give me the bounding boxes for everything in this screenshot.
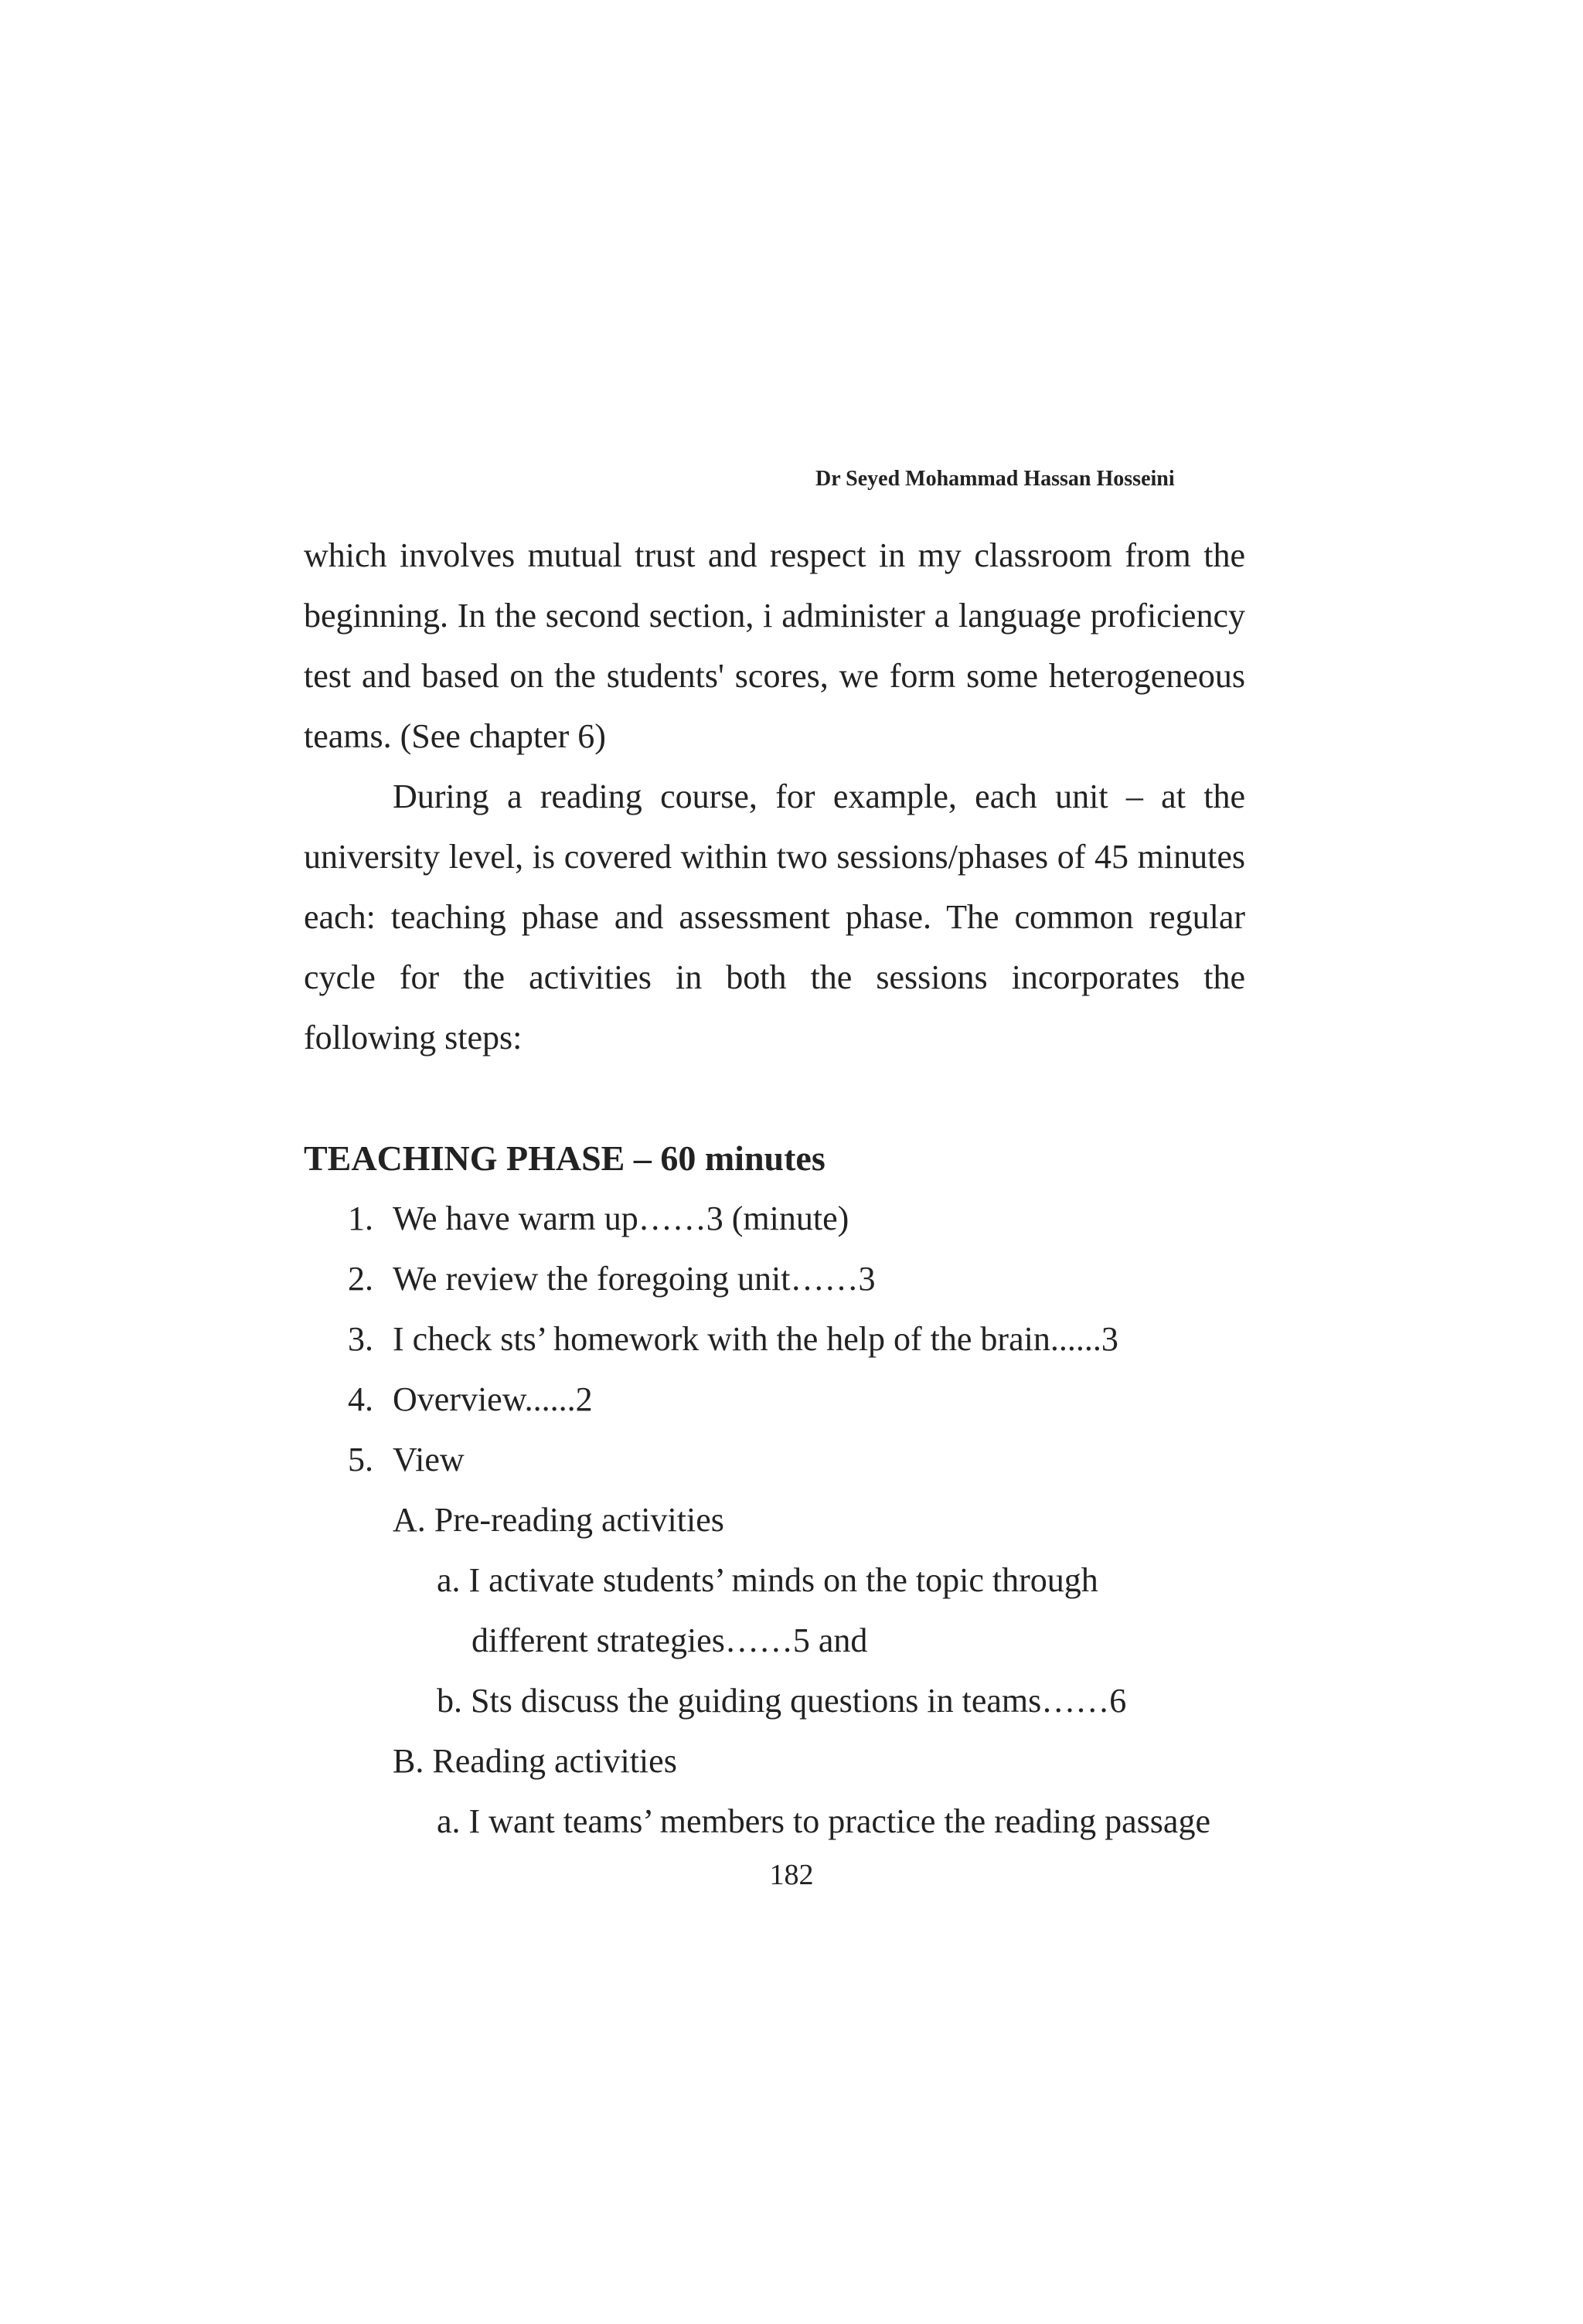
sub-item-reading: B. Reading activities [393, 1742, 677, 1780]
list-item [304, 1550, 1245, 1671]
sub-item-pre-reading: A. Pre-reading activities [393, 1501, 724, 1539]
list-item-text: View [393, 1441, 465, 1478]
list-item-text: We have warm up……3 (minute) [393, 1199, 849, 1237]
list-item-text: a. I activate students’ minds on the topic through [437, 1561, 1098, 1599]
teaching-steps-list [304, 1189, 1245, 1490]
pre-reading-activities-list [304, 1550, 1245, 1731]
body-text [304, 526, 1245, 1852]
running-header-author: Dr Seyed Mohammad Hassan Hosseini [815, 467, 1175, 491]
list-item-number: 1. [348, 1199, 373, 1237]
view-sub-list [304, 1731, 1245, 1791]
paragraph-1: which involves mutual trust and respect in my classroom from the beginning. In the second section, i administer a language proficiency test and based on the students' scores, we form some heterogeneous teams. (See chapter 6) [304, 536, 1245, 755]
view-sub-list [304, 1490, 1245, 1550]
list-item-number: 5. [348, 1441, 373, 1478]
list-item-text: b. Sts discuss the guiding questions in teams……6 [437, 1682, 1127, 1720]
reading-activities-list [304, 1791, 1245, 1852]
list-item-text: a. I want teams’ members to practice the reading passage [437, 1802, 1210, 1840]
list-item-number: 4. [348, 1380, 373, 1418]
list-item-text: I check sts’ homework with the help of the brain......3 [393, 1320, 1118, 1358]
list-item [304, 1430, 1245, 1490]
list-item [304, 1671, 1245, 1731]
list-item [304, 1309, 1245, 1370]
list-item [304, 1791, 1245, 1852]
list-item-number: 2. [348, 1260, 373, 1298]
list-item [304, 1370, 1245, 1430]
list-item [304, 1189, 1245, 1249]
list-item-text: Overview......2 [393, 1380, 593, 1418]
section-heading: TEACHING PHASE – 60 minutes [304, 1138, 826, 1178]
list-item [304, 1249, 1245, 1309]
paragraph-2: During a reading course, for example, each unit – at the university level, is covered within two sessions/phases of 45 minutes each: teaching phase and assessment phase. The common regular cycle for the activities in both the sessions incorporates the following steps: [304, 778, 1245, 1057]
list-item-number: 3. [348, 1320, 373, 1358]
list-item-text: We review the foregoing unit……3 [393, 1260, 876, 1298]
page-number: 182 [769, 1859, 814, 1891]
list-item-continuation: different strategies……5 and [471, 1621, 868, 1659]
